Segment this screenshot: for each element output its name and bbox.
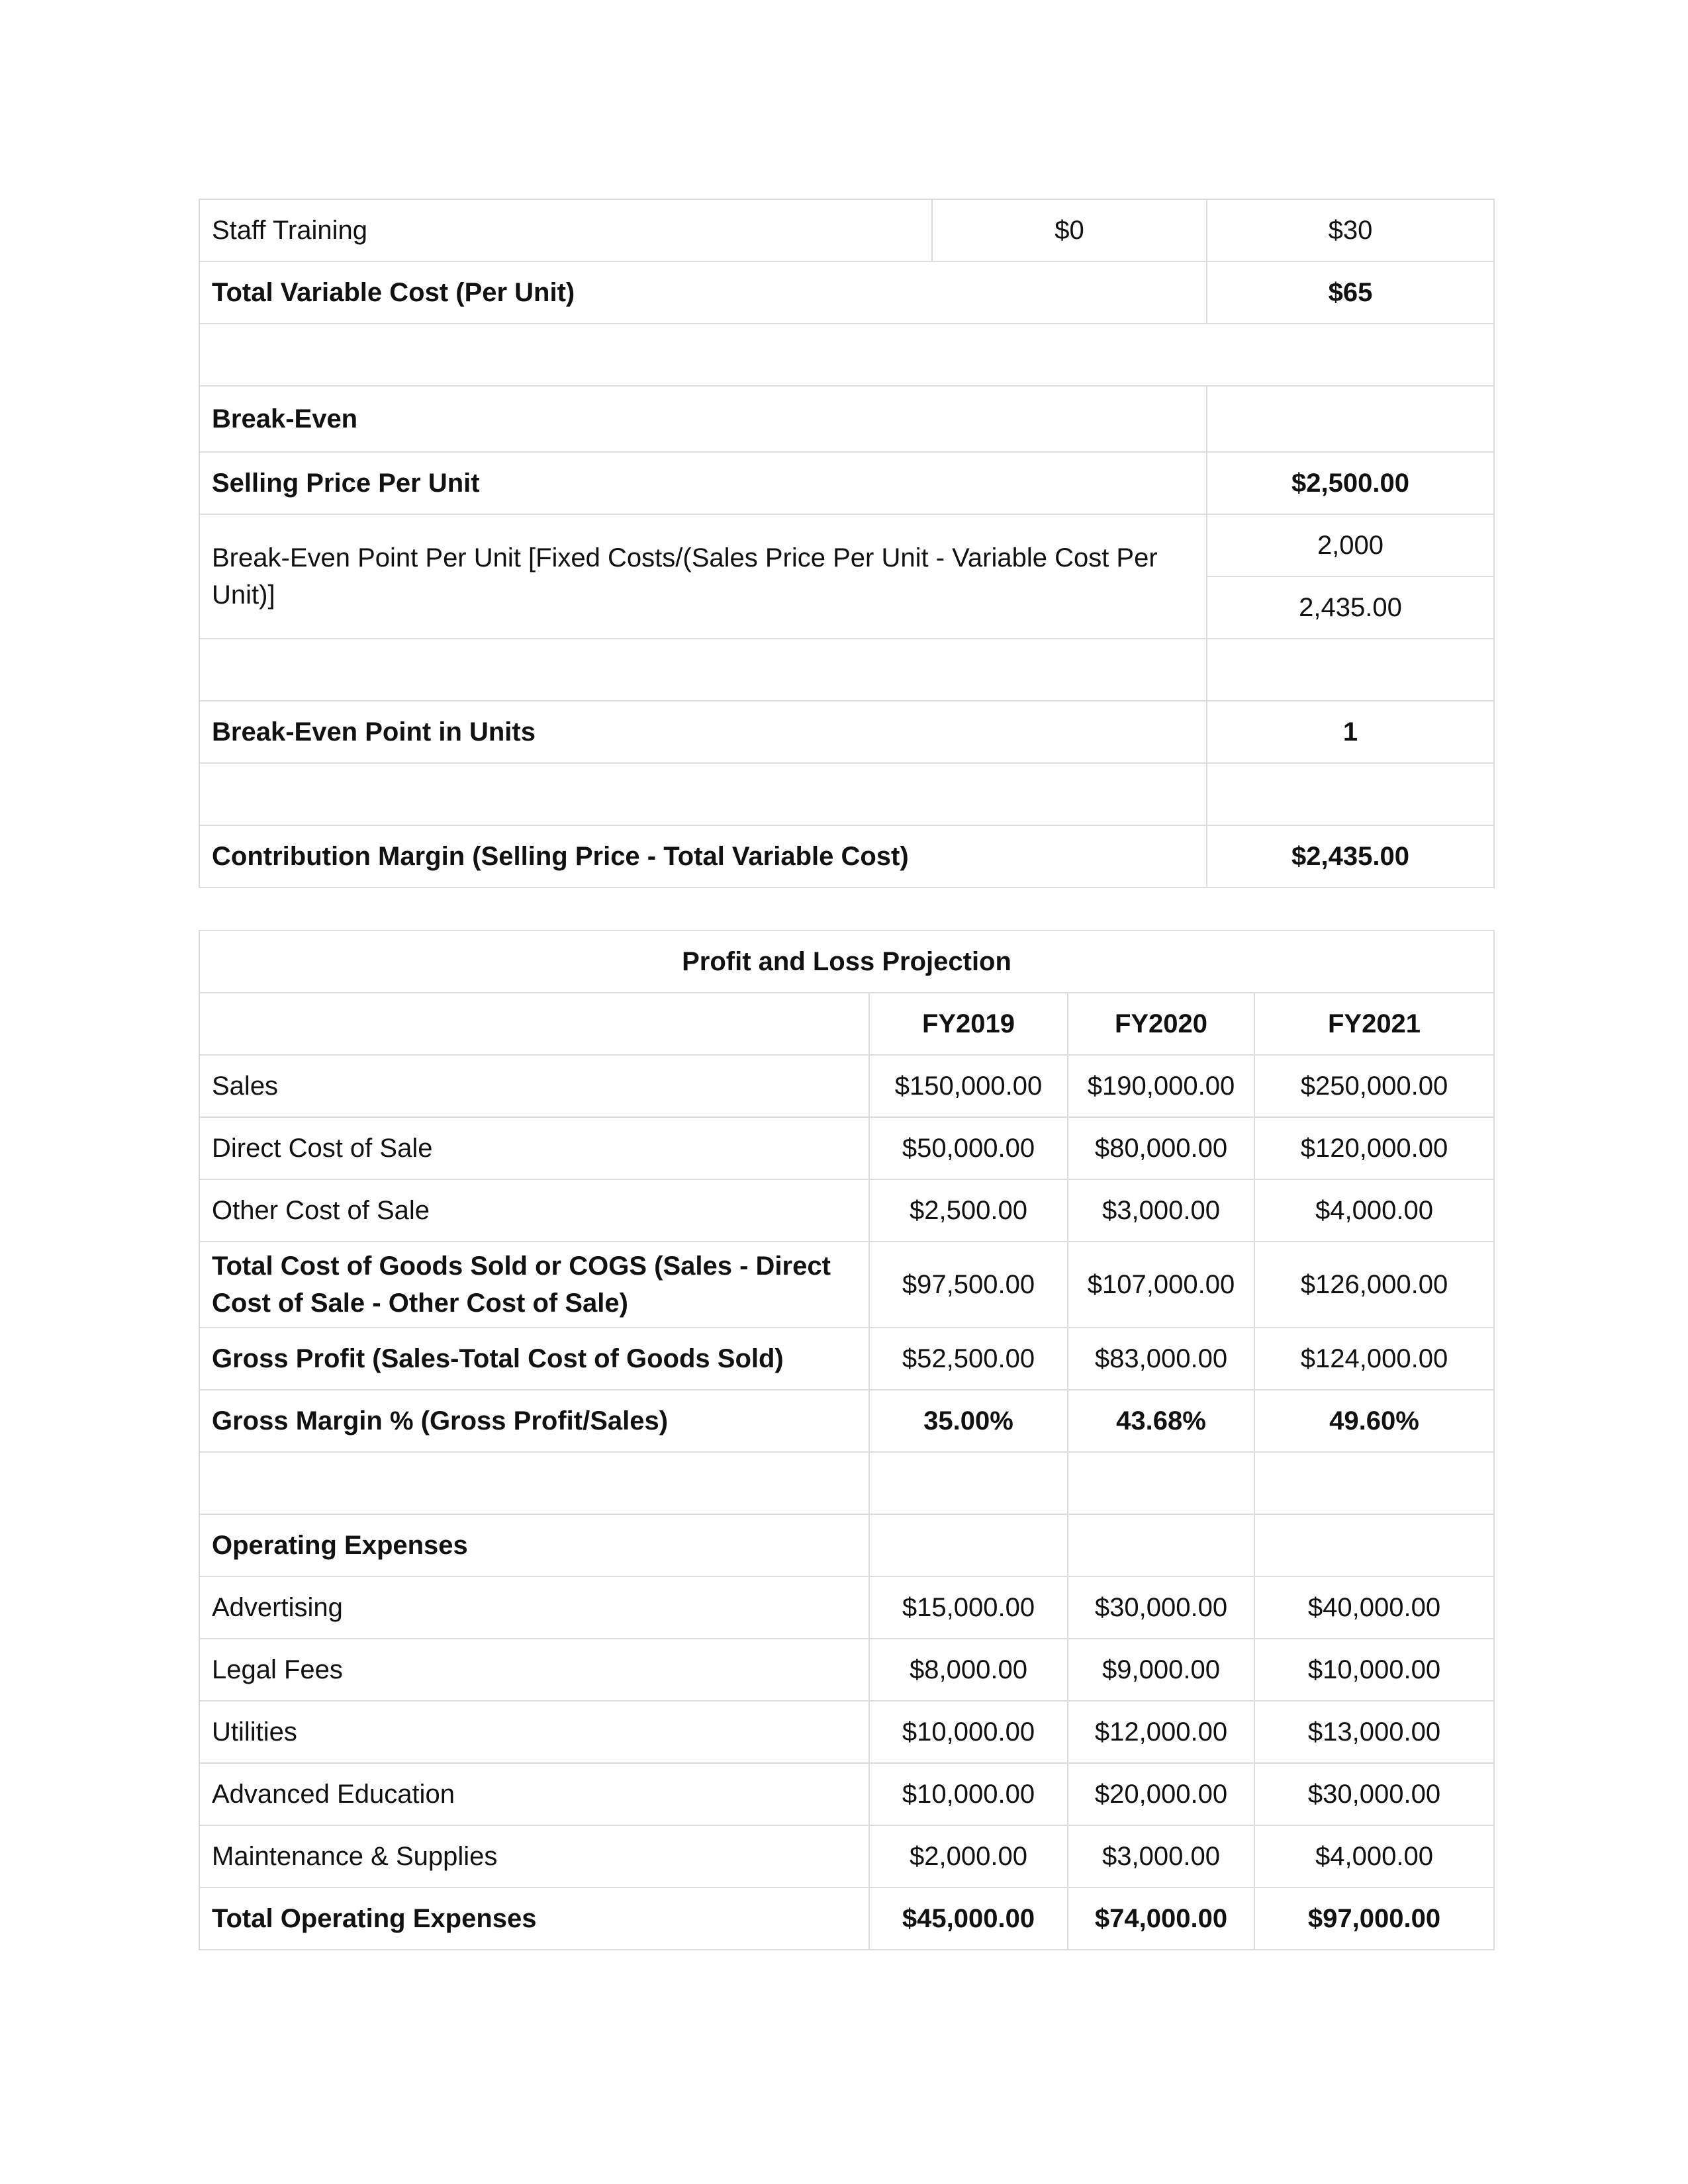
table-row [199,1328,1494,1390]
empty-cell [869,1452,1068,1514]
row-label: Total Operating Expenses [199,1888,869,1950]
cell-value: $126,000.00 [1254,1242,1494,1328]
table-row [199,825,1494,887]
table-row-empty [199,324,1494,386]
row-label: Advanced Education [199,1763,869,1825]
cell-value: $10,000.00 [869,1763,1068,1825]
row-label: Legal Fees [199,1639,869,1701]
cell-value: $4,000.00 [1254,1179,1494,1242]
table-title: Profit and Loss Projection [199,931,1494,993]
cell-value: $9,000.00 [1068,1639,1254,1701]
cell-value: $10,000.00 [1254,1639,1494,1701]
cell-value: $150,000.00 [869,1055,1068,1117]
break-even-table [199,199,1495,888]
cell-value: $97,000.00 [1254,1888,1494,1950]
table-row [199,199,1494,261]
section-heading: Break-Even [199,386,1207,452]
row-label: Other Cost of Sale [199,1179,869,1242]
cell-value: $250,000.00 [1254,1055,1494,1117]
cell-value: $120,000.00 [1254,1117,1494,1179]
table-row-empty [199,763,1494,825]
empty-cell [1207,639,1494,701]
table-row [199,1179,1494,1242]
cell-value: $50,000.00 [869,1117,1068,1179]
empty-cell [869,1514,1068,1576]
empty-cell [199,639,1207,701]
empty-cell [1068,1452,1254,1514]
cell-value: $30,000.00 [1068,1576,1254,1639]
table-row [199,386,1494,452]
table-row [199,261,1494,324]
table-row [199,1242,1494,1328]
table-row [199,452,1494,514]
profit-loss-table [199,930,1495,1950]
cell-value: $65 [1207,261,1494,324]
cell-value: $0 [932,199,1207,261]
cell-value: 2,435.00 [1207,576,1494,639]
table-row [199,1763,1494,1825]
table-row [199,1701,1494,1763]
cell-value: $2,000.00 [869,1825,1068,1888]
row-label: Break-Even Point in Units [199,701,1207,763]
empty-cell [1207,763,1494,825]
cell-value: $52,500.00 [869,1328,1068,1390]
cell-value: $190,000.00 [1068,1055,1254,1117]
row-label: Maintenance & Supplies [199,1825,869,1888]
cell-value: $2,500.00 [869,1179,1068,1242]
cell-value: $20,000.00 [1068,1763,1254,1825]
cell-value: $10,000.00 [869,1701,1068,1763]
cell-value: $3,000.00 [1068,1825,1254,1888]
cell-value: $80,000.00 [1068,1117,1254,1179]
row-label: Selling Price Per Unit [199,452,1207,514]
cell-value: $45,000.00 [869,1888,1068,1950]
table-row [199,514,1494,576]
cell-value: 1 [1207,701,1494,763]
column-header: FY2021 [1254,993,1494,1055]
row-label: Staff Training [199,199,932,261]
table-row [199,1390,1494,1452]
table-row-empty [199,1452,1494,1514]
empty-cell [199,763,1207,825]
empty-cell [199,993,869,1055]
cell-value: $30,000.00 [1254,1763,1494,1825]
table-row [199,1117,1494,1179]
empty-cell [1068,1514,1254,1576]
row-label: Advertising [199,1576,869,1639]
column-header: FY2020 [1068,993,1254,1055]
cell-value: $13,000.00 [1254,1701,1494,1763]
row-label: Gross Margin % (Gross Profit/Sales) [199,1390,869,1452]
cell-value: $15,000.00 [869,1576,1068,1639]
table-row-empty [199,639,1494,701]
row-label: Utilities [199,1701,869,1763]
table-row [199,1055,1494,1117]
empty-cell [1207,386,1494,452]
table-row [199,1576,1494,1639]
table-header-row [199,993,1494,1055]
empty-cell [199,1452,869,1514]
cell-value: $2,500.00 [1207,452,1494,514]
empty-cell [1254,1514,1494,1576]
cell-value: $124,000.00 [1254,1328,1494,1390]
row-label: Direct Cost of Sale [199,1117,869,1179]
row-label: Total Variable Cost (Per Unit) [199,261,1207,324]
cell-value: $2,435.00 [1207,825,1494,887]
section-heading: Operating Expenses [199,1514,869,1576]
row-label: Total Cost of Goods Sold or COGS (Sales - Direct Cost of Sale - Other Cost of Sale) [199,1242,869,1328]
table-row [199,1639,1494,1701]
cell-value: $74,000.00 [1068,1888,1254,1950]
table-row [199,701,1494,763]
cell-value: 49.60% [1254,1390,1494,1452]
cell-value: 2,000 [1207,514,1494,576]
empty-cell [199,324,1494,386]
row-label: Sales [199,1055,869,1117]
column-header: FY2019 [869,993,1068,1055]
cell-value: $83,000.00 [1068,1328,1254,1390]
table-row [199,1514,1494,1576]
row-label: Break-Even Point Per Unit [Fixed Costs/(Sales Price Per Unit - Variable Cost Per Unit)] [199,514,1207,639]
table-title-row [199,931,1494,993]
cell-value: $30 [1207,199,1494,261]
cell-value: 35.00% [869,1390,1068,1452]
cell-value: $3,000.00 [1068,1179,1254,1242]
cell-value: $40,000.00 [1254,1576,1494,1639]
cell-value: $107,000.00 [1068,1242,1254,1328]
row-label: Gross Profit (Sales-Total Cost of Goods Sold) [199,1328,869,1390]
cell-value: $12,000.00 [1068,1701,1254,1763]
cell-value: $4,000.00 [1254,1825,1494,1888]
cell-value: $97,500.00 [869,1242,1068,1328]
row-label: Contribution Margin (Selling Price - Total Variable Cost) [199,825,1207,887]
cell-value: 43.68% [1068,1390,1254,1452]
table-row [199,1825,1494,1888]
cell-value: $8,000.00 [869,1639,1068,1701]
empty-cell [1254,1452,1494,1514]
table-row [199,1888,1494,1950]
